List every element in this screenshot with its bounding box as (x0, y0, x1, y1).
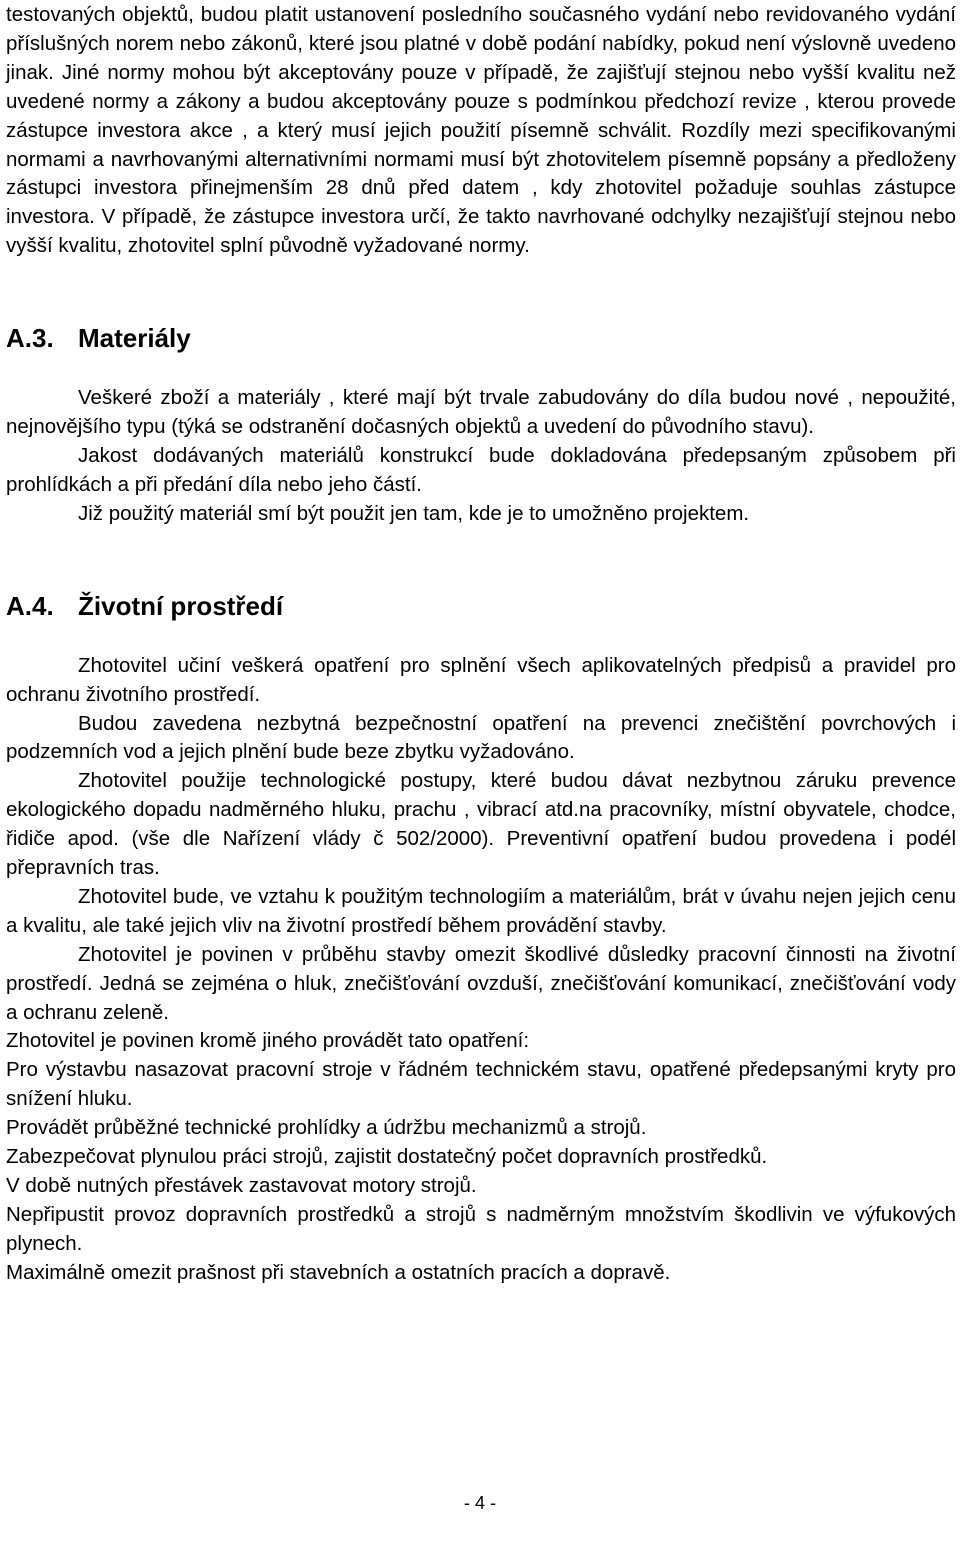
a4-list-item: Pro výstavbu nasazovat pracovní stroje v řádném technickém stavu, opatřené předepsanými kryty pro snížení hluku. (6, 1058, 956, 1111)
a3-paragraph: Již použitý materiál smí být použit jen tam, kde je to umožněno projektem. (78, 501, 750, 525)
section-a4-heading (6, 591, 956, 621)
intro-paragraph: testovaných objektů, budou platit ustanovení posledního současného vydání nebo revidovaného vydání příslušných norem nebo zákonů, které jsou platné v době podání nabídky, pokud není výslovně uvedeno jinak. Jiné normy mohou být akceptovány pouze v případě, že zajišťují stejnou nebo vyšší kvalitu než uvedené normy a zákony a budou akceptovány pouze s podmínkou předchozí revize , kterou provede zástupce investora akce , a který musí jejich použití písemně schválit. Rozdíly mezi specifikovanými normami a navrhovanými alternativními normami musí být zhotovitelem písemně popsány a předloženy zástupci investora přinejmenším 28 dnů před datem , kdy zhotovitel požaduje souhlas zástupce investora. V případě, že zástupce investora určí, že takto navrhované odchylky nezajišťují stejnou nebo vyšší kvalitu, zhotovitel splní původně vyžadované normy. (6, 3, 956, 258)
section-a4-number: A.4. (6, 590, 54, 621)
a4-list-item: V době nutných přestávek zastavovat motory strojů. (6, 1174, 477, 1197)
document-page (6, 0, 956, 1288)
section-a3-heading (6, 323, 956, 353)
section-a3-number: A.3. (6, 323, 54, 354)
a4-list-item: Provádět průběžné technické prohlídky a údržbu mechanizmů a strojů. (6, 1116, 647, 1140)
a4-list-item: Nepřipustit provoz dopravních prostředků a strojů s nadměrným množstvím škodlivin ve výfukových plynech. (6, 1202, 956, 1255)
page-number: - 4 - (463, 1493, 496, 1513)
a3-paragraph: Veškeré zboží a materiály , které mají být trvale zabudovány do díla budou nové , nepoužité, nejnovějšího typu (týká se odstranění dočasných objektů a uvedení do původního stavu). (6, 386, 956, 439)
a3-paragraph: Jakost dodávaných materiálů konstrukcí bude dokladována předepsaným způsobem při prohlídkách a při předání díla nebo jeho částí. (6, 443, 956, 496)
a4-paragraph: Zhotovitel bude, ve vztahu k použitým technologiím a materiálům, brát v úvahu nejen jejich cenu a kvalitu, ale také jejich vliv na životní prostředí během provádění stavby. (6, 884, 956, 937)
a4-list-item: Zhotovitel je povinen kromě jiného provádět tato opatření: (6, 1029, 530, 1053)
a4-paragraph: Zhotovitel použije technologické postupy, které budou dávat nezbytnou záruku prevence ekologického dopadu nadměrného hluku, prachu , vibrací atd.na pracovníky, místní obyvatele, chodce, řidiče apod. (vše dle Nařízení vlády č 502/2000). Preventivní opatření budou provedena i podél přepravních tras. (6, 769, 956, 880)
a4-list-item: Maximálně omezit prašnost při stavebních a ostatních pracích a dopravě. (6, 1260, 671, 1284)
section-a3-title: Materiály (78, 323, 191, 354)
section-a4-title: Životní prostředí (78, 590, 284, 621)
a4-paragraph: Zhotovitel učiní veškerá opatření pro splnění všech aplikovatelných předpisů a pravidel pro ochranu životního prostředí. (6, 653, 956, 706)
a4-list-item: Zabezpečovat plynulou práci strojů, zajistit dostatečný počet dopravních prostředků. (6, 1145, 768, 1169)
a4-paragraph: Zhotovitel je povinen v průběhu stavby omezit škodlivé důsledky pracovní činnosti na životní prostředí. Jedná se zejména o hluk, znečišťování ovzduší, znečišťování komunikací, znečišťování vody a ochranu zeleně. (6, 942, 956, 1024)
a4-paragraph: Budou zavedena nezbytná bezpečnostní opatření na prevenci znečištění povrchových i podzemních vod a jejich plnění bude beze zbytku vyžadováno. (6, 711, 956, 764)
